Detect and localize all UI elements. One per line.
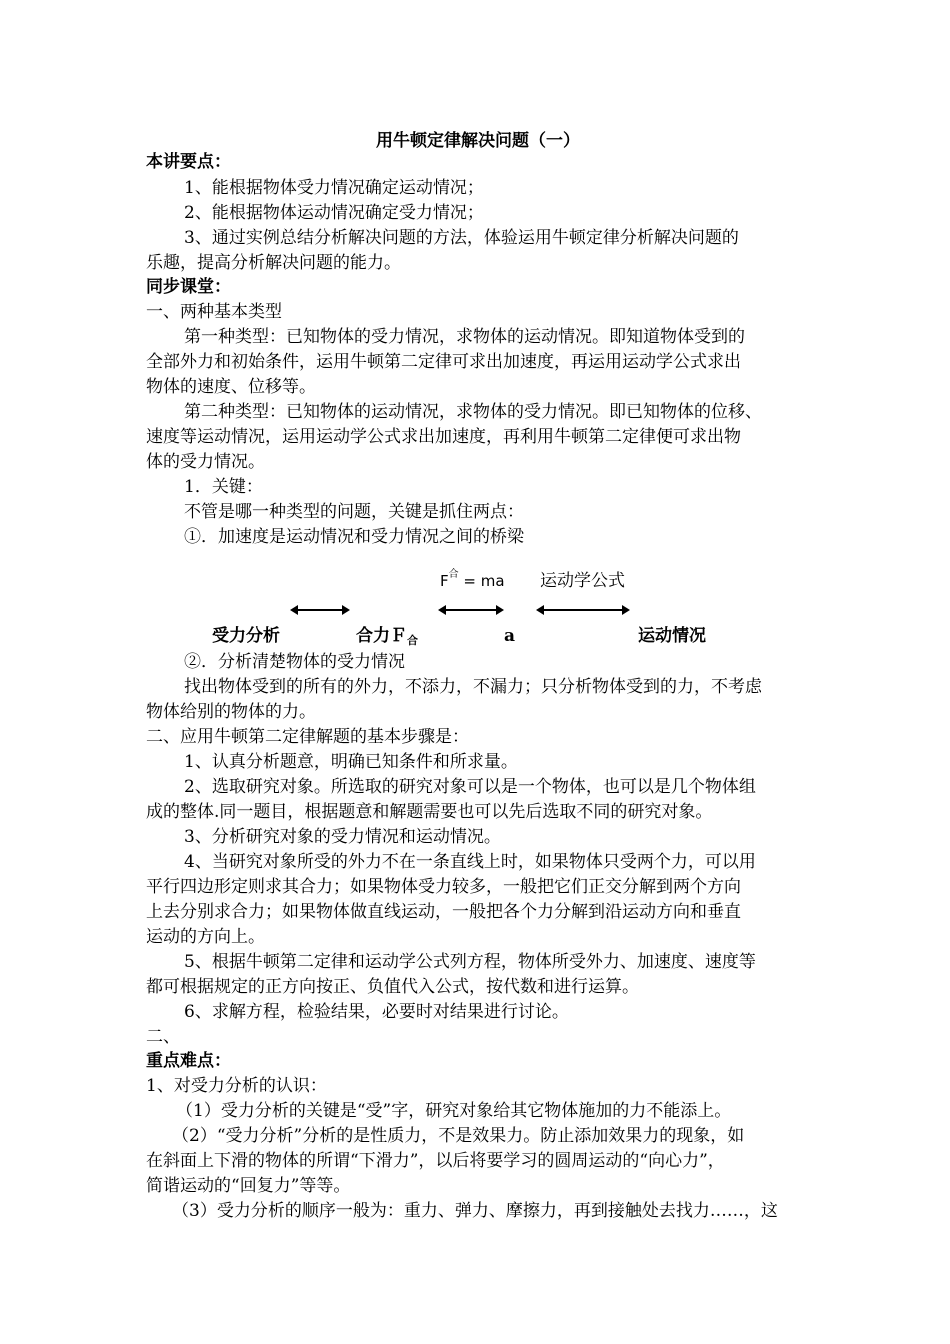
point-2-text-1: 找出物体受到的所有的外力，不添力，不漏力；只分析物体受到的力，不考虑 [184,677,762,697]
node-acceleration: a [504,626,516,646]
step-2-line-1: 2、选取研究对象。所选取的研究对象可以是一个物体，也可以是几个物体组 [184,777,756,797]
diagram-formula [440,569,505,593]
kinematics-label: 运动学公式 [540,571,625,591]
part2-heading: 二、应用牛顿第二定律解题的基本步骤是： [146,727,469,747]
difficulty-heading: 重点难点： [146,1051,231,1071]
type1-line-3: 物体的速度、位移等。 [146,377,316,397]
type1-line-2: 全部外力和初始条件，运用牛顿第二定律可求出加速度，再运用运动学公式求出 [146,352,741,372]
step-4-line-3: 上去分别求合力；如果物体做直线运动，一般把各个力分解到沿运动方向和垂直 [146,902,741,922]
key-point-2: 2、能根据物体运动情况确定受力情况； [184,203,484,223]
node-net-force-sub: 合 [407,634,418,647]
formula-rest: = ma [463,572,505,590]
diff-item-2-line-2: 在斜面上下滑的物体的所谓“下滑力”，以后将要学习的圆周运动的“向心力”， [146,1151,725,1171]
diff-item-2-line-3: 简谐运动的“回复力”等等。 [146,1176,351,1196]
point-2-text-2: 物体给别的物体的力。 [146,702,316,722]
step-5-line-1: 5、根据牛顿第二定律和运动学公式列方程，物体所受外力、加速度、速度等 [184,952,756,972]
node-motion: 运动情况 [638,626,706,646]
diff1-heading: 1、对受力分析的认识： [146,1076,327,1096]
formula-f: F [440,572,449,590]
classroom-heading: 同步课堂： [146,277,231,297]
step-3: 3、分析研究对象的受力情况和运动情况。 [184,827,501,847]
key-point-1: 1、能根据物体受力情况确定运动情况； [184,178,484,198]
node-net-force-label: 合力Ｆ [356,626,407,646]
step-4-line-2: 平行四边形定则求其合力；如果物体受力较多，一般把它们正交分解到两个方向 [146,877,741,897]
type1-line-1: 第一种类型：已知物体的受力情况，求物体的运动情况。即知道物体受到的 [184,327,745,347]
arrow-force-to-net [292,609,348,611]
type2-line-3: 体的受力情况。 [146,452,265,472]
type2-line-2: 速度等运动情况，运用运动学公式求出加速度，再利用牛顿第二定律便可求出物 [146,427,741,447]
point-2: ②．分析清楚物体的受力情况 [184,652,405,672]
step-4-line-4: 运动的方向上。 [146,927,265,947]
diff-item-1: （1）受力分析的关键是“受”字，研究对象给其它物体施加的力不能添上。 [176,1101,732,1121]
node-net-force [356,624,418,648]
key-point-3: 3、通过实例总结分析解决问题的方法，体验运用牛顿定律分析解决问题的 [184,228,739,248]
node-force-analysis: 受力分析 [212,626,280,646]
arrow-net-to-accel [440,609,502,611]
part3-heading: 二、 [146,1027,180,1047]
key-label: 1．关键： [184,477,263,497]
point-1: ①．加速度是运动情况和受力情况之间的桥梁 [184,527,524,547]
diff-item-3-line-1: （3）受力分析的顺序一般为：重力、弹力、摩擦力，再到接触处去找力……，这 [172,1201,778,1221]
part1-heading: 一、两种基本类型 [146,302,282,322]
step-6: 6、求解方程，检验结果，必要时对结果进行讨论。 [184,1002,569,1022]
step-4-line-1: 4、当研究对象所受的外力不在一条直线上时，如果物体只受两个力，可以用 [184,852,756,872]
arrow-accel-to-motion [538,609,628,611]
key-points-heading: 本讲要点： [146,152,231,172]
formula-sup: 合 [448,569,459,580]
step-1: 1、认真分析题意，明确已知条件和所求量。 [184,752,518,772]
diff-item-2-line-1: （2）“受力分析”分析的是性质力，不是效果力。防止添加效果力的现象，如 [172,1126,745,1146]
type2-line-1: 第二种类型：已知物体的运动情况，求物体的受力情况。即已知物体的位移、 [184,402,762,422]
step-5-line-2: 都可根据规定的正方向按正、负值代入公式，按代数和进行运算。 [146,977,639,997]
key-text: 不管是哪一种类型的问题，关键是抓住两点： [184,502,524,522]
key-point-3-cont: 乐趣，提高分析解决问题的能力。 [146,253,401,273]
step-2-line-2: 成的整体.同一题目，根据题意和解题需要也可以先后选取不同的研究对象。 [146,802,713,822]
document-title: 用牛顿定律解决问题（一） [376,131,580,151]
